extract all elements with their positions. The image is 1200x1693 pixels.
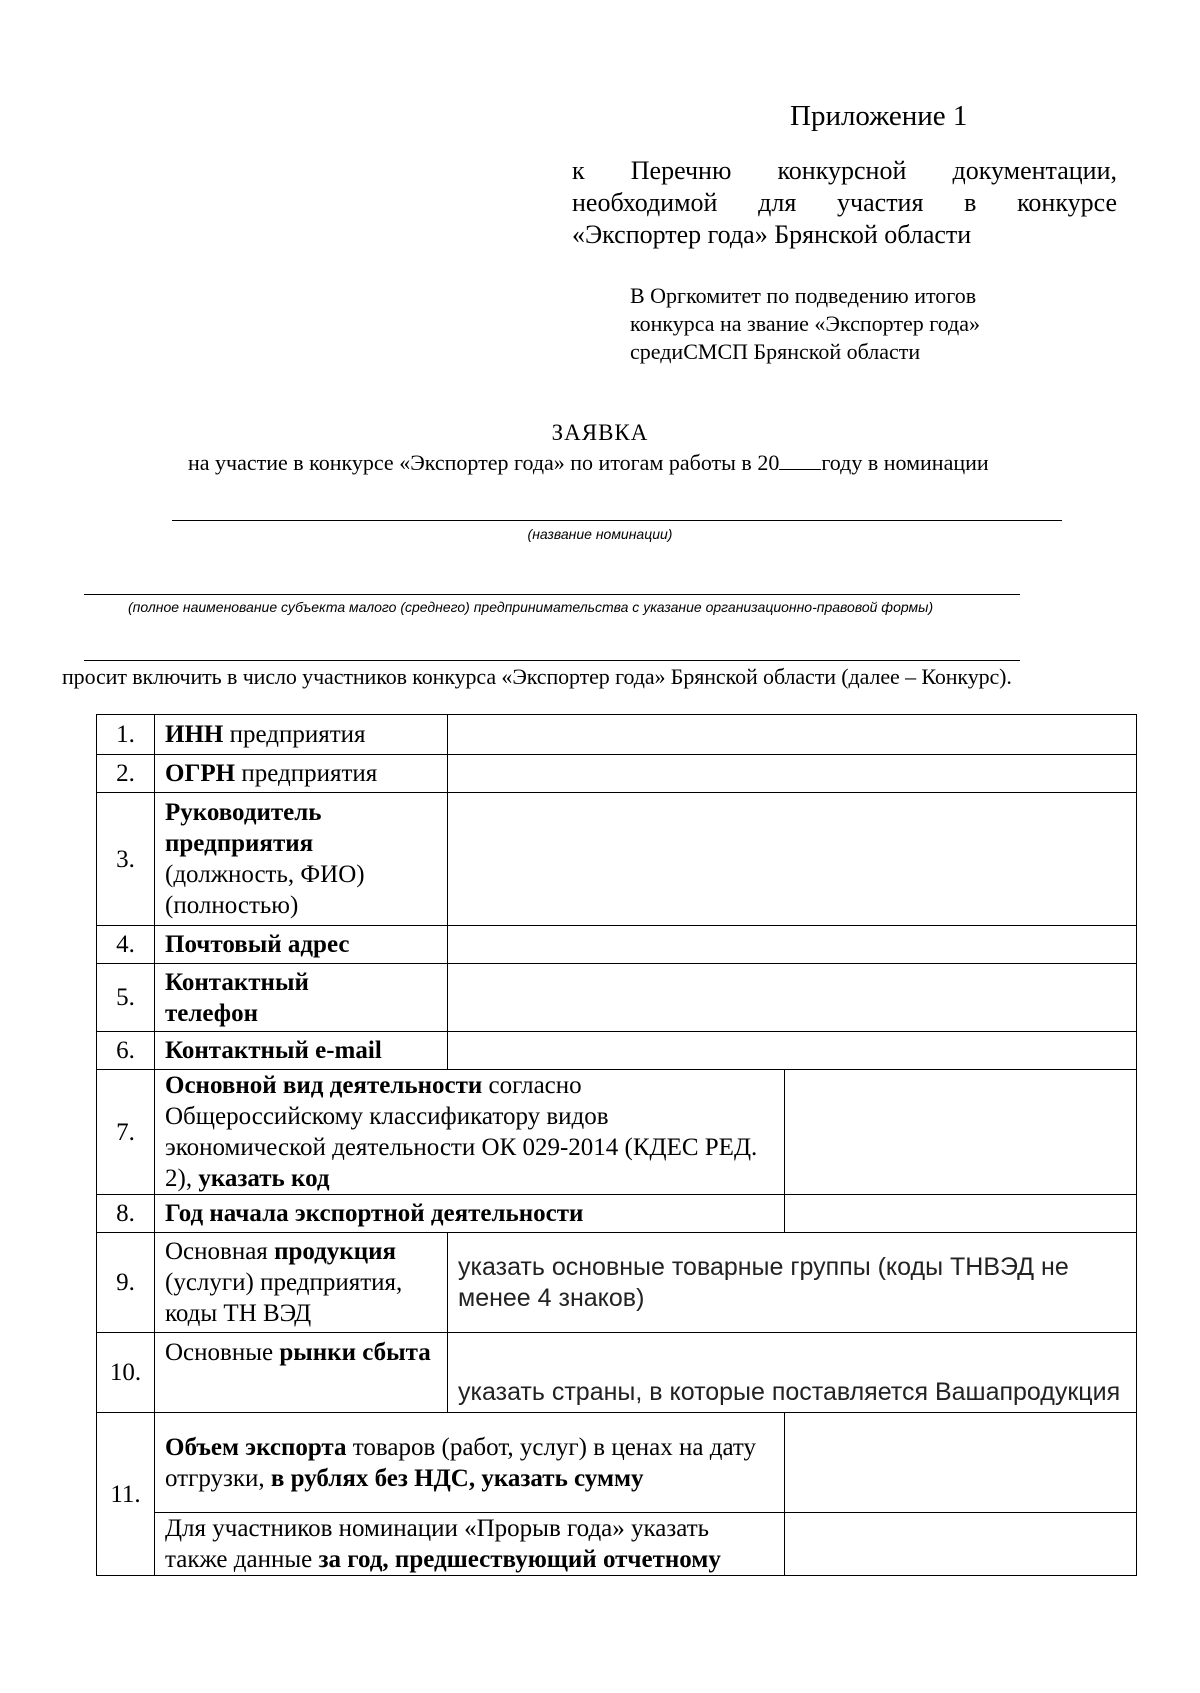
application-form-table xyxy=(96,714,1137,1576)
label-bold: Основной вид деятельности xyxy=(165,1072,483,1099)
entity-blank-line[interactable] xyxy=(84,594,1020,595)
table-row xyxy=(97,1413,1137,1513)
request-text: просит включить в число участников конкурса «Экспортер года» Брянской области (далее – Конкурс). xyxy=(62,664,1012,689)
label-bold: ОГРН xyxy=(165,760,236,787)
label-bold: Руководитель xyxy=(165,799,322,826)
table-row xyxy=(97,1333,1137,1413)
markets-hint: указать страны, в которые поставляется Вашапродукция xyxy=(458,1378,1121,1406)
field-label xyxy=(155,755,448,793)
email-value-field[interactable] xyxy=(448,1032,1137,1070)
year-blank-field[interactable] xyxy=(779,469,821,470)
label-bold: Почтовый адрес xyxy=(165,931,350,958)
appendix-line-2: необходимой для участия в конкурсе xyxy=(572,188,1117,217)
table-row xyxy=(97,1195,1137,1233)
label-text: Для участников номинации «Прорыв года» указать также данные xyxy=(165,1515,710,1573)
row-number: 9. xyxy=(97,1233,155,1333)
row-number: 4. xyxy=(97,926,155,964)
label-bold: Объем экспорта xyxy=(165,1433,347,1461)
nomination-blank-line[interactable] xyxy=(172,520,1062,521)
field-label xyxy=(155,793,448,926)
table-row xyxy=(97,964,1137,1032)
field-label xyxy=(155,1513,785,1576)
table-row xyxy=(97,1513,1137,1576)
appendix-line-1: к Перечню конкурсной документации, xyxy=(572,156,1117,185)
subtitle-text-before: на участие в конкурсе «Экспортер года» по итогам работы в 20 xyxy=(188,450,780,475)
row-number: 8. xyxy=(97,1195,155,1233)
table-row xyxy=(97,715,1137,755)
table-row xyxy=(97,926,1137,964)
table-row xyxy=(97,793,1137,926)
field-label xyxy=(155,1032,448,1070)
label-text: предприятия xyxy=(235,760,378,787)
label-bold: рынки сбыта xyxy=(279,1339,431,1366)
table-row xyxy=(97,1233,1137,1333)
row-number: 11. xyxy=(97,1413,155,1576)
row-number: 1. xyxy=(97,715,155,755)
label-bold: продукция xyxy=(274,1238,397,1265)
postal-address-value-field[interactable] xyxy=(448,926,1137,964)
label-text: (полностью) xyxy=(165,892,299,919)
products-hint: указать основные товарные группы (коды ТНВЭД не менее 4 знаков) xyxy=(458,1252,1069,1312)
field-label xyxy=(155,964,448,1032)
field-label xyxy=(155,1233,448,1333)
activity-code-value-field[interactable] xyxy=(785,1070,1137,1195)
field-label xyxy=(155,1333,448,1413)
label-text: Основная xyxy=(165,1238,275,1265)
application-title: ЗАЯВКА xyxy=(551,420,649,445)
row-number: 5. xyxy=(97,964,155,1032)
label-text: (услуги) предприятия, коды ТН ВЭД xyxy=(165,1269,403,1327)
row-number: 3. xyxy=(97,793,155,926)
label-bold: Контактный xyxy=(165,968,309,996)
application-subtitle xyxy=(188,450,989,476)
label-bold: в рублях без НДС, указать сумму xyxy=(270,1464,644,1492)
row-number: 7. xyxy=(97,1070,155,1195)
markets-value-field[interactable] xyxy=(448,1333,1137,1413)
field-label xyxy=(155,926,448,964)
label-bold: за год, предшествующий отчетному xyxy=(318,1546,721,1573)
field-label xyxy=(155,1195,785,1233)
label-bold: телефон xyxy=(165,999,259,1027)
table-row xyxy=(97,1032,1137,1070)
nomination-caption: (название номинации) xyxy=(527,526,673,542)
label-text: товаров (работ, услуг) в ценах на дату отгрузки, xyxy=(165,1433,757,1492)
addressee-line-3: средиСМСП Брянской области xyxy=(630,339,921,364)
label-text: (должность, ФИО) xyxy=(165,861,365,888)
addressee-block xyxy=(630,282,980,366)
entity-blank-line-2[interactable] xyxy=(84,660,1020,661)
label-text: согласно Общероссийскому классификатору видов экономической деятельности ОК 029-2014 (КДЕС РЕД. 2), xyxy=(165,1072,758,1192)
export-volume-value-field[interactable] xyxy=(785,1413,1137,1513)
director-value-field[interactable] xyxy=(448,793,1137,926)
previous-year-volume-value-field[interactable] xyxy=(785,1513,1137,1576)
row-number: 10. xyxy=(97,1333,155,1413)
appendix-reference xyxy=(572,155,1117,251)
field-label xyxy=(155,1070,785,1195)
label-bold: предприятия xyxy=(165,830,314,857)
label-text: Основные xyxy=(165,1339,280,1366)
appendix-line-3: «Экспортер года» Брянской области xyxy=(572,220,972,249)
ogrn-value-field[interactable] xyxy=(448,755,1137,793)
label-bold: ИНН xyxy=(165,721,224,748)
products-value-field[interactable] xyxy=(448,1233,1137,1333)
label-text: предприятия xyxy=(223,721,366,748)
field-label xyxy=(155,1413,785,1513)
row-number: 2. xyxy=(97,755,155,793)
row-number: 6. xyxy=(97,1032,155,1070)
addressee-line-2: конкурса на звание «Экспортер года» xyxy=(630,311,981,336)
appendix-title: Приложение 1 xyxy=(790,100,968,132)
label-bold: Год начала экспортной деятельности xyxy=(165,1200,584,1227)
subtitle-text-after: году в номинации xyxy=(821,450,989,475)
entity-caption: (полное наименование субъекта малого (среднего) предпринимательства с указание организационно-правовой формы) xyxy=(128,599,934,615)
table-row xyxy=(97,755,1137,793)
label-bold: Контактный e-mail xyxy=(165,1037,382,1064)
addressee-line-1: В Оргкомитет по подведению итогов xyxy=(630,283,977,308)
phone-value-field[interactable] xyxy=(448,964,1137,1032)
label-bold: указать код xyxy=(198,1165,330,1192)
table-row xyxy=(97,1070,1137,1195)
inn-value-field[interactable] xyxy=(448,715,1137,755)
export-start-year-value-field[interactable] xyxy=(785,1195,1137,1233)
field-label xyxy=(155,715,448,755)
